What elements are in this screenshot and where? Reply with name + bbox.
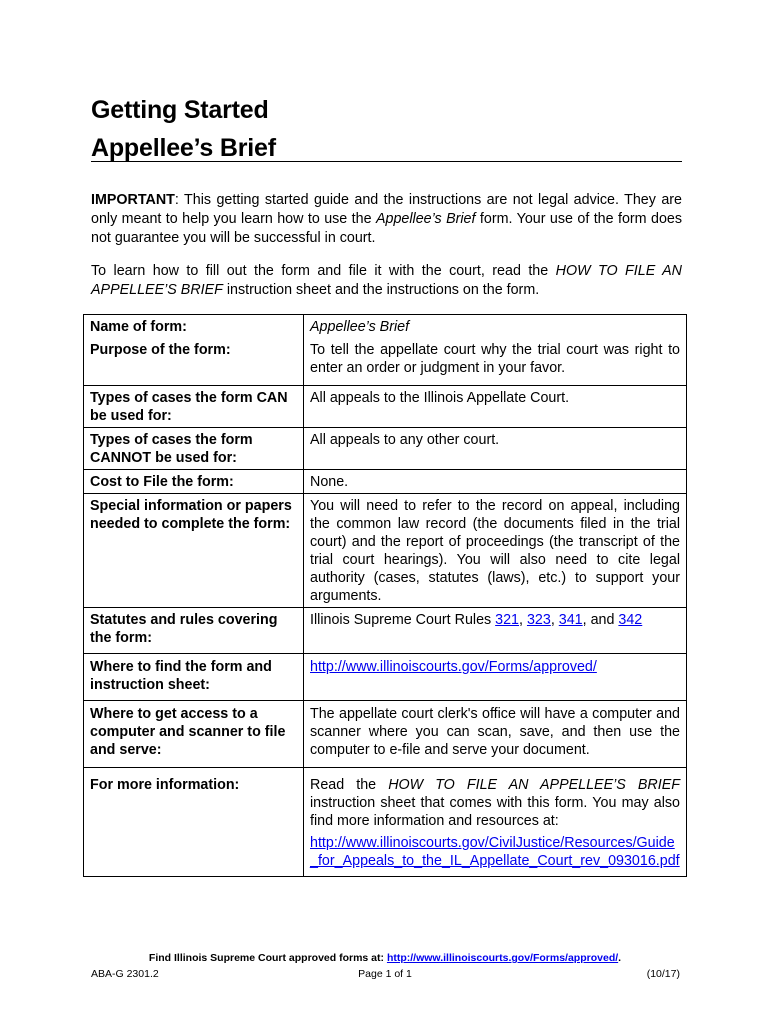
learn-paragraph xyxy=(91,262,682,300)
table-row-can xyxy=(84,386,687,428)
cannot-value: All appeals to any other court. xyxy=(304,428,687,470)
table-row-special xyxy=(84,494,687,608)
guide-pdf-link[interactable]: http://www.illinoiscourts.gov/CivilJustice/Resources/Guide_for_Appeals_to_the_IL_Appellate_Court_rev_093016.pdf xyxy=(310,835,680,869)
important-label: IMPORTANT xyxy=(91,192,175,208)
learn-text-2: instruction sheet and the instructions on the form. xyxy=(222,282,540,298)
important-text-2: form. Your use of the form does not guarantee you will be successful in court. xyxy=(91,211,682,246)
table-row-cannot xyxy=(84,428,687,470)
rule-sep-3: , and xyxy=(582,612,619,628)
rule-sep-1: , xyxy=(519,612,527,628)
table-row-more-info xyxy=(84,768,687,877)
footer-page-number: Page 1 of 1 xyxy=(358,968,412,980)
name-label: Name of form: xyxy=(84,315,304,339)
name-value: Appellee’s Brief xyxy=(304,315,687,339)
purpose-label: Purpose of the form: xyxy=(84,338,304,386)
where-form-value xyxy=(304,654,687,701)
table-row-statutes xyxy=(84,608,687,654)
title-line-1: Getting Started xyxy=(91,96,269,124)
statutes-prefix: Illinois Supreme Court Rules xyxy=(310,612,496,628)
title-divider xyxy=(91,161,682,162)
cost-label: Cost to File the form: xyxy=(84,470,304,494)
footer-find-period: . xyxy=(618,952,622,964)
more-sheet-name: HOW TO FILE AN APPELLEE’S BRIEF xyxy=(388,777,681,793)
approved-forms-link[interactable]: http://www.illinoiscourts.gov/Forms/approved/ xyxy=(310,659,597,675)
table-row-name xyxy=(84,315,687,339)
cost-value: None. xyxy=(304,470,687,494)
statutes-value xyxy=(304,608,687,654)
purpose-value: To tell the appellate court why the trial court was right to enter an order or judgment in your favor. xyxy=(304,338,687,386)
table-row-computer xyxy=(84,701,687,768)
footer-find-forms xyxy=(0,952,770,964)
more-text-2: instruction sheet that comes with this form. You may also find more information and resources at: xyxy=(310,795,680,829)
can-label: Types of cases the form CAN be used for: xyxy=(84,386,304,428)
learn-sheet-name: HOW TO FILE AN APPELLEE’S BRIEF xyxy=(91,263,682,298)
important-text-1: : This getting started guide and the instructions are not legal advice. They are only meant to help you learn how to use the xyxy=(91,192,682,227)
more-value xyxy=(304,768,687,877)
rule-sep-2: , xyxy=(550,612,559,628)
footer-form-code: ABA-G 2301.2 xyxy=(91,968,159,980)
table-row-cost xyxy=(84,470,687,494)
important-paragraph xyxy=(91,191,682,248)
footer-date: (10/17) xyxy=(646,968,680,980)
table-row-purpose xyxy=(84,338,687,386)
page-title xyxy=(91,91,681,167)
important-form-name: Appellee’s Brief xyxy=(375,211,476,227)
special-label: Special information or papers needed to complete the form: xyxy=(84,494,304,608)
more-label: For more information: xyxy=(84,768,304,877)
table-row-where-form xyxy=(84,654,687,701)
where-form-label: Where to find the form and instruction sheet: xyxy=(84,654,304,701)
title-line-2: Appellee’s Brief xyxy=(91,134,276,162)
form-info-table xyxy=(83,314,687,877)
computer-value: The appellate court clerk's office will have a computer and scanner where you can scan, save, and then use the computer to e-file and serve your document. xyxy=(304,701,687,768)
rule-323-link[interactable]: 323 xyxy=(526,612,551,628)
rule-321-link[interactable]: 321 xyxy=(495,612,519,628)
more-text-1: Read the xyxy=(310,777,389,793)
rule-342-link[interactable]: 342 xyxy=(618,612,643,628)
footer-forms-link[interactable]: http://www.illinoiscourts.gov/Forms/approved/ xyxy=(386,952,619,964)
cannot-label: Types of cases the form CANNOT be used for: xyxy=(84,428,304,470)
computer-label: Where to get access to a computer and scanner to file and serve: xyxy=(84,701,304,768)
footer-find-text: Find Illinois Supreme Court approved forms at: xyxy=(148,952,387,964)
statutes-label: Statutes and rules covering the form: xyxy=(84,608,304,654)
more-text xyxy=(310,776,680,830)
rule-341-link[interactable]: 341 xyxy=(558,612,583,628)
can-value: All appeals to the Illinois Appellate Court. xyxy=(304,386,687,428)
special-value: You will need to refer to the record on appeal, including the common law record (the documents filed in the trial court) and the report of proceedings (the transcript of the trial court hearings). You will also need to cite legal authority (cases, statutes (laws), etc.) to support your arguments. xyxy=(304,494,687,608)
learn-text-1: To learn how to fill out the form and file it with the court, read the xyxy=(91,263,556,279)
